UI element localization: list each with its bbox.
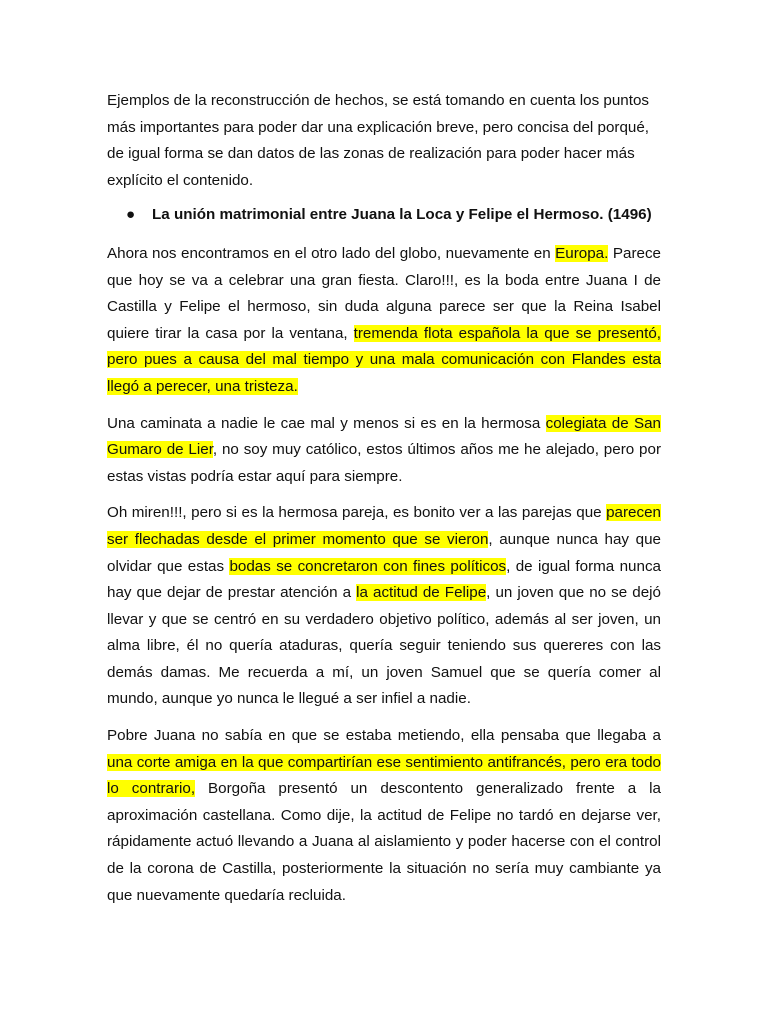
text-span: Oh miren!!!, pero si es la hermosa pareja, es bonito ver a las parejas que	[107, 504, 607, 522]
paragraph-colegiata	[107, 411, 661, 491]
text-span: Borgoña presentó un descontento generalizado frente a la aproximación castellana. Como dije, la actitud de Felipe no tardó en dejarse ver, rápidamente actuó llevando a Juana al aislamiento y poder hacerse con el control de la corona de Castilla, posteriormente la situación no sería muy cambiante ya que nuevamente quedaría recluida.	[107, 780, 661, 904]
text-span: Ahora nos encontramos en el otro lado del globo, nuevamente en	[107, 244, 556, 262]
highlighted-text: colegiata de San Gumaro de Lier	[107, 414, 661, 459]
intro-paragraph: Ejemplos de la reconstrucción de hechos, se está tomando en cuenta los puntos más importantes para poder dar una explicación breve, pero concisa del porqué, de igual forma se dan datos de las zonas de realización para poder hacer más explícito el contenido.	[107, 92, 650, 189]
section-heading-text: La unión matrimonial entre Juana la Loca y Felipe el Hermoso. (1496)	[152, 206, 652, 224]
text-span: , un joven que no se dejó llevar y que se centró en su verdadero objetivo político, además al ser joven, un alma libre, él no quería ataduras, quería seguir teniendo sus quereres con las demás damas. Me recuerda a mí, un joven Samuel que se quería comer al mundo, aunque yo nunca le llegué a ser infiel a nadie.	[107, 584, 661, 708]
text-span: , de igual forma nunca hay que dejar de prestar atención a	[107, 557, 661, 602]
highlighted-text: tremenda flota española la que se presentó, pero pues a causa del mal tiempo y una mala comunicación con Flandes esta llegó a perecer, una tristeza.	[107, 324, 661, 395]
highlighted-text: Europa.	[555, 244, 609, 262]
highlighted-text: bodas se concretaron con fines políticos	[229, 557, 507, 575]
highlighted-text: una corte amiga en la que compartirían ese sentimiento antifrancés, pero era todo lo contrario,	[107, 753, 661, 798]
paragraph-pareja	[107, 500, 661, 713]
paragraph-europa	[107, 241, 661, 401]
text-span: Pobre Juana no sabía en que se estaba metiendo, ella pensaba que llegaba a	[107, 727, 661, 745]
highlighted-text: parecen ser flechadas desde el primer momento que se vieron	[107, 504, 661, 548]
text-span: Una caminata a nadie le cae mal y menos si es en la hermosa	[107, 414, 546, 432]
section-heading	[107, 202, 661, 229]
highlighted-text: la actitud de Felipe	[356, 584, 487, 602]
bullet-icon: ●	[126, 206, 136, 224]
text-span: , aunque nunca hay que olvidar que estas	[107, 530, 661, 575]
paragraph-juana	[107, 723, 661, 909]
document-page	[107, 88, 661, 909]
text-span: Parece que hoy se va a celebrar una gran fiesta. Claro!!!, es la boda entre Juana I de Castilla y Felipe el hermoso, sin duda alguna parece ser que la Reina Isabel quiere tirar la casa por la ventana,	[107, 244, 661, 342]
text-span: , no soy muy católico, estos últimos años me he alejado, pero por estas vistas podría estar aquí para siempre.	[107, 441, 661, 485]
